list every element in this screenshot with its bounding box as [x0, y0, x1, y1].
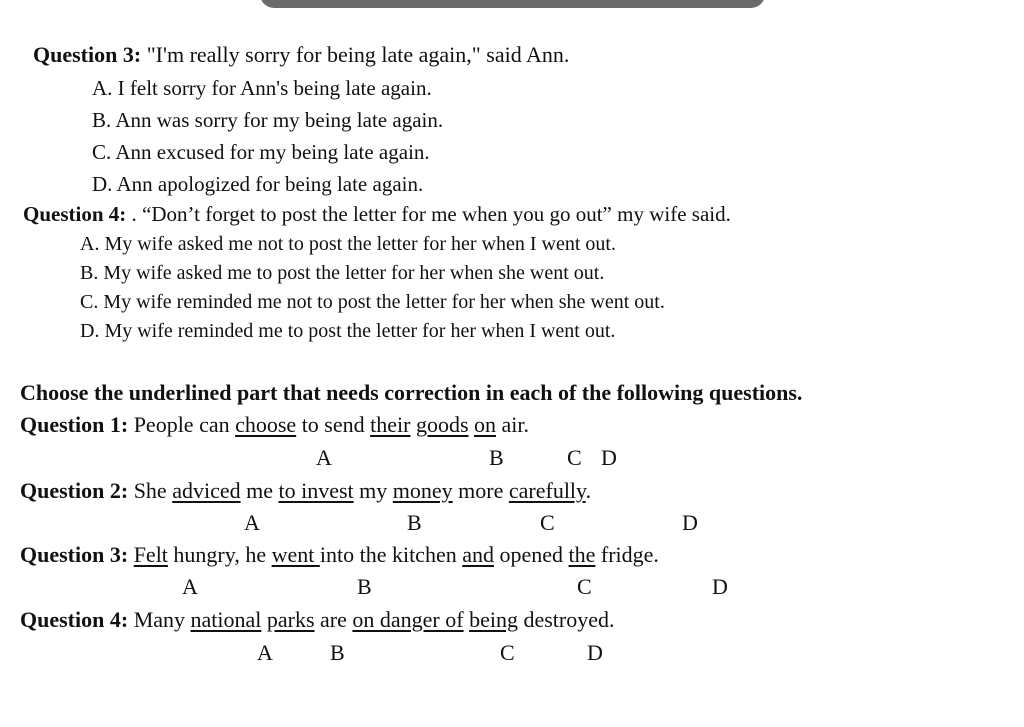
correction-question-4 [20, 607, 615, 633]
question-label: Question 2: [20, 478, 129, 503]
choice-letter-b: B [330, 640, 345, 665]
underlined-part-b: parks [266, 607, 315, 632]
underlined-part-c: and [462, 542, 494, 567]
text-part: into the kitchen [319, 542, 463, 567]
underlined-part-b: to invest [278, 478, 354, 503]
question-3-line [33, 42, 569, 68]
text-part: are [314, 607, 353, 632]
underlined-part-b: went [271, 542, 320, 567]
question-label: Question 1: [20, 412, 129, 437]
underlined-part-c: money [392, 478, 453, 503]
underlined-part-c: on danger of [352, 607, 464, 632]
option-b: B. Ann was sorry for my being late again. [92, 108, 444, 132]
text-part: my [353, 478, 393, 503]
underlined-part-a: adviced [172, 478, 241, 503]
choice-letter-d: D [587, 640, 603, 665]
text-part: . [585, 478, 592, 503]
text-part: Many [128, 607, 191, 632]
choice-letter-d: D [682, 510, 698, 535]
choice-letter-c: C [540, 510, 555, 535]
option-d: D. Ann apologized for being late again. [92, 172, 424, 196]
option-a: A. I felt sorry for Ann's being late again. [92, 76, 432, 100]
choice-letter-c: C [577, 574, 592, 599]
underlined-part-d: being [469, 607, 518, 632]
underlined-part-a: national [190, 607, 262, 632]
underlined-part-a: choose [235, 412, 297, 437]
section-heading: Choose the underlined part that needs correction in each of the following questions. [20, 380, 803, 405]
option-a: A. My wife asked me not to post the letter for her when I went out. [80, 233, 616, 255]
underlined-part-a: Felt [133, 542, 168, 567]
question-label: Question 3: [33, 42, 142, 67]
choice-letter-b: B [357, 574, 372, 599]
question-label: Question 4: [20, 607, 129, 632]
question-prompt: . “Don’t forget to post the letter for me when you go out” my wife said. [126, 202, 731, 226]
underlined-part-c: goods [415, 412, 469, 437]
text-part: to send [296, 412, 371, 437]
option-b: B. My wife asked me to post the letter for her when she went out. [80, 262, 605, 284]
correction-question-3 [20, 542, 659, 568]
text-part: fridge. [595, 542, 659, 567]
text-part: air. [496, 412, 530, 437]
top-bar-decoration [260, 0, 765, 8]
option-c: C. Ann excused for my being late again. [92, 140, 430, 164]
choice-letter-b: B [407, 510, 422, 535]
question-label: Question 4: [23, 202, 127, 226]
text-part: destroyed. [517, 607, 615, 632]
option-d: D. My wife reminded me to post the letter for her when I went out. [80, 320, 616, 342]
option-c: C. My wife reminded me not to post the letter for her when she went out. [80, 291, 665, 313]
question-prompt: "I'm really sorry for being late again," said Ann. [141, 42, 570, 67]
underlined-part-d: carefully [508, 478, 586, 503]
choice-letter-d: D [712, 574, 728, 599]
choice-letter-a: A [182, 574, 198, 599]
text-part: me [240, 478, 279, 503]
choice-letter-d: D [601, 445, 617, 470]
choice-letter-b: B [489, 445, 504, 470]
underlined-part-b: their [370, 412, 411, 437]
choice-letter-a: A [244, 510, 260, 535]
question-label: Question 3: [20, 542, 129, 567]
text-part: opened [493, 542, 569, 567]
question-4-line [23, 201, 731, 227]
correction-question-2 [20, 478, 591, 504]
choice-letter-c: C [567, 445, 582, 470]
choice-letter-a: A [257, 640, 273, 665]
choice-letter-c: C [500, 640, 515, 665]
text-part: hungry, he [167, 542, 272, 567]
underlined-part-d: the [568, 542, 596, 567]
correction-question-1 [20, 412, 529, 438]
underlined-part-d: on [474, 412, 497, 437]
text-part: People can [128, 412, 236, 437]
text-part: more [452, 478, 509, 503]
choice-letter-a: A [316, 445, 332, 470]
text-part: She [128, 478, 173, 503]
